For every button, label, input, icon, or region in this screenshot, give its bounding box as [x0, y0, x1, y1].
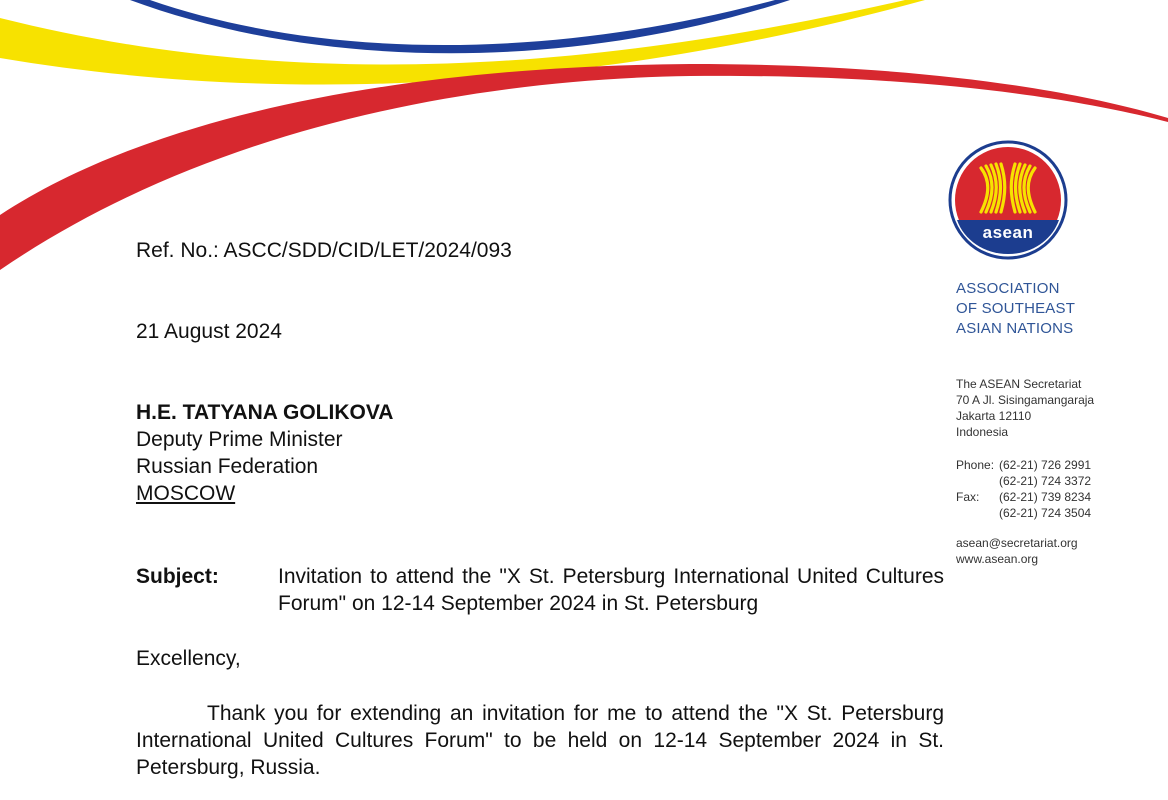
phone-number: (62-21) 724 3372: [999, 474, 1092, 488]
secretariat-address: [956, 376, 1094, 440]
reference-number: Ref. No.: ASCC/SDD/CID/LET/2024/093: [136, 239, 512, 262]
phone-label: Phone:: [956, 458, 995, 472]
phone-number: (62-21) 726 2991: [999, 458, 1092, 472]
fax-number: (62-21) 724 3504: [999, 506, 1092, 520]
subject-text: Invitation to attend the "X St. Petersburg International United Cultures Forum" on 12-14 September 2024 in St. Petersburg: [278, 565, 944, 615]
organization-name: [956, 279, 1075, 339]
recipient-city: MOSCOW: [136, 482, 236, 505]
subject-label: Subject:: [136, 565, 219, 588]
website-url: www.asean.org: [956, 552, 1039, 566]
subject-line: [136, 563, 944, 617]
recipient-name: H.E. TATYANA GOLIKOVA: [136, 401, 394, 424]
letter-date: 21 August 2024: [136, 320, 282, 343]
fax-number: (62-21) 739 8234: [999, 490, 1092, 504]
recipient-title: Deputy Prime Minister: [136, 428, 343, 451]
address-line: The ASEAN Secretariat: [956, 377, 1082, 391]
email-address: asean@secretariat.org: [956, 536, 1078, 550]
address-line: 70 A Jl. Sisingamangaraja: [956, 393, 1095, 407]
logo-text: asean: [982, 223, 1034, 242]
email-website-block: [956, 535, 1078, 567]
fax-label: Fax:: [956, 490, 980, 504]
org-name-line: ASIAN NATIONS: [956, 320, 1074, 337]
address-line: Indonesia: [956, 425, 1009, 439]
salutation: Excellency,: [136, 647, 241, 670]
org-name-line: OF SOUTHEAST: [956, 300, 1076, 317]
recipient-country: Russian Federation: [136, 455, 319, 478]
recipient-block: [136, 399, 393, 507]
address-line: Jakarta 12110: [956, 409, 1032, 423]
asean-logo: [948, 140, 1068, 260]
phone-fax-block: [956, 457, 1091, 521]
org-name-line: ASSOCIATION: [956, 280, 1060, 297]
body-paragraph: Thank you for extending an invitation for me to attend the "X St. Petersburg International United Cultures Forum" to be held on 12-14 September 2024 in St. Petersburg, Russia.: [136, 702, 944, 779]
